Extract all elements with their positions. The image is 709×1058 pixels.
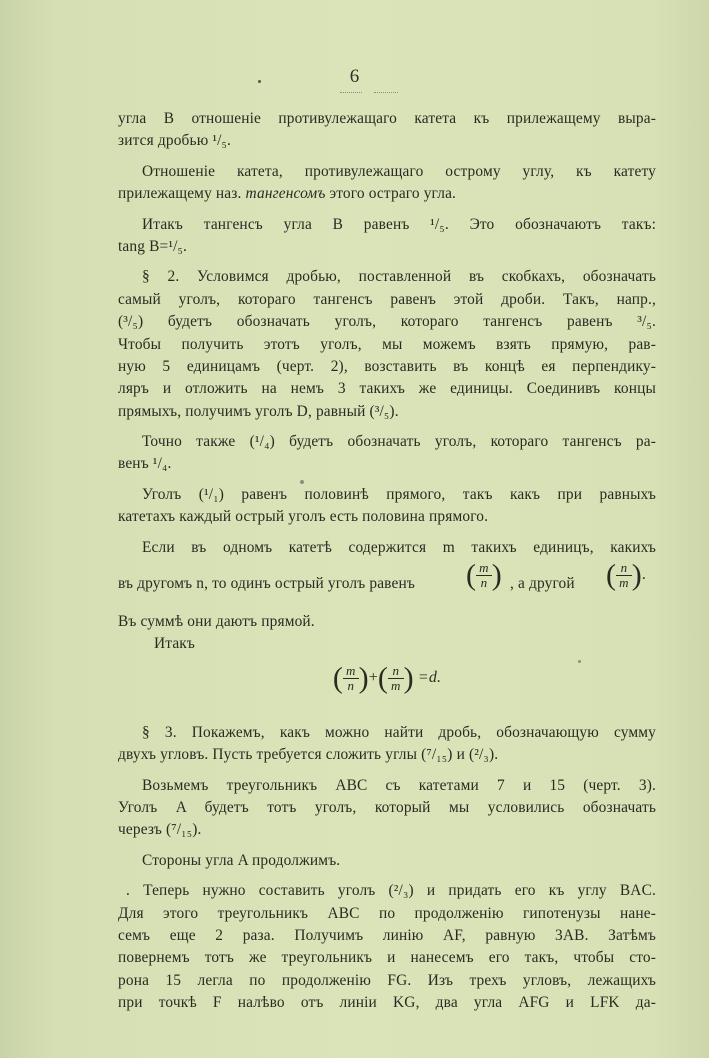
- denominator: n: [480, 575, 488, 591]
- numerator: m: [476, 561, 492, 576]
- section-3-line: § 3. Покажемъ, какъ можно найти дробь, обозначающую сумму: [142, 723, 656, 741]
- text-span: прилежащему наз.: [118, 185, 246, 203]
- text-line: [118, 183, 656, 205]
- text-line: . Теперь нужно составить уголъ (²/₃) и придать его къ углу BAC.: [126, 882, 656, 900]
- text-line: Отношеніе катета, противулежащаго острому углу, къ катету: [142, 162, 656, 180]
- text-line: Уголъ A будетъ тотъ уголъ, который мы условились обозначать: [118, 798, 656, 816]
- fraction-m-over-n: ( $\frac{m}{n}$ ): [466, 558, 502, 592]
- text-line: Стороны угла A продолжимъ.: [142, 851, 341, 869]
- denominator: m: [391, 677, 401, 693]
- text-line: двухъ угловъ. Пусть требуется сложить углы (⁷/₁₅) и (²/₃).: [118, 746, 499, 764]
- text-span: въ другомъ n, то одинъ острый уголъ равенъ: [118, 575, 415, 593]
- text-line: семъ еще 2 раза. Получимъ линію AF, равную 3AB. Затѣмъ: [118, 926, 656, 944]
- text-line: самый уголъ, котораго тангенсъ равенъ этой дроби. Такъ, напр.,: [118, 290, 656, 308]
- formula-result: =d.: [417, 668, 442, 686]
- text-line: Уголъ (¹/₁) равенъ половинѣ прямого, такъ какъ при равныхъ: [142, 485, 656, 503]
- text-line: Итакъ: [154, 635, 196, 653]
- text-line: при точкѣ F налѣво отъ линіи KG, два угла AFG и LFK да-: [118, 994, 656, 1012]
- text-line: катетахъ каждый острый уголъ есть половина прямого.: [118, 508, 489, 526]
- text-line: ную 5 единицамъ (черт. 2), возставить въ концѣ ея перпендику-: [118, 357, 656, 375]
- term-tangent: тангенсомъ: [245, 185, 326, 203]
- display-formula: ( $\frac{m}{n}$ )+( $\frac{n}{m}$ ) =d.: [332, 661, 442, 695]
- denominator: n: [347, 677, 355, 693]
- text-line: Точно также (¹/₄) будетъ обозначать уголъ, котораго тангенсъ ра-: [142, 433, 656, 451]
- numerator: n: [388, 664, 404, 679]
- page-number: 6: [349, 66, 360, 87]
- text-line: Возьмемъ треугольникъ ABC съ катетами 7 и 15 (черт. 3).: [142, 776, 656, 794]
- numerator: n: [616, 561, 632, 576]
- numerator: m: [343, 664, 359, 679]
- text-line: прямыхъ, получимъ уголъ D, равный (³/₅).: [118, 402, 399, 420]
- print-rule: [340, 92, 362, 94]
- text-line: венъ ¹/₄.: [118, 455, 172, 473]
- text-line: повернемъ тотъ же треугольникъ и нанесемъ его такъ, чтобы сто-: [118, 949, 656, 967]
- print-rule: [374, 92, 398, 94]
- text-line: Итакъ тангенсъ угла B равенъ ¹/₅. Это обозначаютъ такъ:: [142, 215, 656, 233]
- inline-formula-line: [118, 559, 656, 611]
- denominator: m: [619, 575, 629, 591]
- section-2-line: § 2. Условимся дробью, поставленной въ скобкахъ, обозначать: [142, 268, 656, 286]
- text-line: Въ суммѣ они даютъ прямой.: [118, 613, 315, 631]
- text-span: , а другой: [510, 575, 575, 593]
- text-span: этого остраго угла.: [325, 185, 457, 203]
- text-line: tang B=¹/₅.: [118, 237, 188, 255]
- text-line: ляръ и отложить на немъ 3 такихъ же единицы. Соединивъ концы: [118, 380, 656, 398]
- text-line: черезъ (⁷/₁₅).: [118, 821, 202, 839]
- text-line: (³/₅) будетъ обозначать уголъ, котораго тангенсъ равенъ ³/₅.: [118, 313, 656, 331]
- text-line: Для этого треугольникъ ABC по продолженію гипотенузы нане-: [118, 904, 656, 922]
- text-line: Чтобы получить этотъ уголъ, мы можемъ взять прямую, рав-: [118, 335, 656, 353]
- text-line: угла B отношеніе противулежащаго катета къ прилежащему выра-: [118, 110, 656, 127]
- page-body: [118, 108, 656, 1015]
- fraction-n-over-m: ( $\frac{n}{m}$ ).: [606, 558, 646, 592]
- text-line: Если въ одномъ катетѣ содержится m такихъ единицъ, какихъ: [142, 538, 656, 556]
- text-line: зится дробью ¹/₅.: [118, 132, 232, 150]
- text-line: рона 15 легла по продолженію FG. Изъ трехъ угловъ, лежащихъ: [118, 971, 656, 989]
- print-dot: [258, 80, 261, 83]
